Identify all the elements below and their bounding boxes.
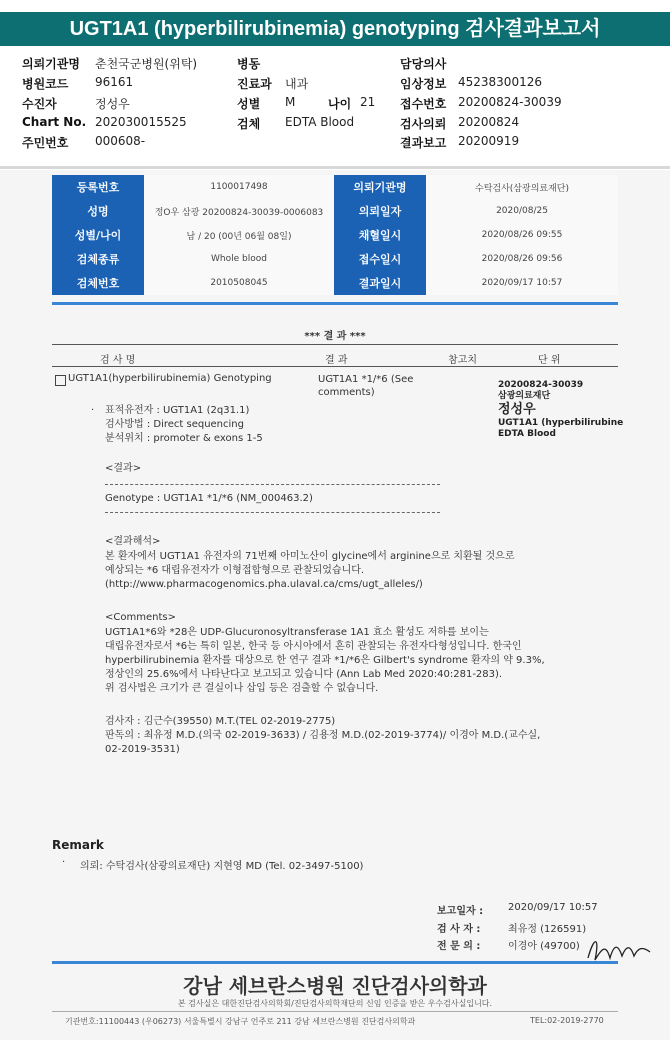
header-label: 임상정보: [400, 77, 447, 91]
header-value: 20200824-30039: [458, 95, 562, 109]
report-info-label: 전 문 의 :: [437, 941, 481, 952]
table-label: 채혈일시: [334, 223, 426, 247]
table-value: 남 / 20 (00년 06월 08일): [144, 223, 334, 247]
text-line: 예상되는 *6 대립유전자가 이형접합형으로 관찰되었습니다.: [105, 565, 365, 576]
registration-table: [52, 175, 618, 295]
table-label: 검체종류: [52, 247, 144, 271]
header-value: 20200824: [458, 115, 520, 129]
checkbox-icon: [55, 375, 66, 386]
table-row: [52, 199, 618, 223]
dashed-rule: [105, 484, 440, 485]
test-name: UGT1A1(hyperbilirubinemia) Genotyping: [68, 373, 272, 384]
signers: [105, 715, 540, 757]
sticker-line: UGT1A1 (hyperbilirubine: [498, 418, 624, 428]
report-info-label: 보고일자 :: [437, 906, 484, 917]
table-value: 1100017498: [144, 175, 334, 199]
footer-tel: TEL:02-2019-2770: [530, 1016, 604, 1025]
header-label: Chart No.: [22, 115, 87, 129]
header-value: EDTA Blood: [285, 115, 355, 129]
column-header-result: 결 과: [325, 355, 348, 366]
text-line: (http://www.pharmacogenomics.pha.ulaval.ca/cms/ugt_alleles/): [105, 579, 423, 590]
table-row: [52, 271, 618, 295]
text-line: 본 환자에서 UGT1A1 유전자의 71번째 아미노산이 glycine에서 arginine으로 치환될 것으로: [105, 551, 515, 562]
remark-text: 의뢰: 수탁검사(삼광의료재단) 지현영 MD (Tel. 02-3497-5100): [80, 861, 364, 872]
blue-divider: [52, 302, 618, 305]
table-value: Whole blood: [144, 247, 334, 271]
header-label: 나이: [328, 97, 352, 111]
header-value: 20200919: [458, 134, 520, 148]
detail-line: 표적유전자 : UGT1A1 (2q31.1): [105, 405, 250, 416]
table-label: 접수일시: [334, 247, 426, 271]
interpretation: [105, 550, 515, 592]
header-value: 21: [360, 95, 376, 109]
signature-icon: [580, 930, 655, 970]
table-value: 2020/08/26 09:55: [426, 223, 618, 247]
remark-bullet-icon: ·: [62, 857, 66, 868]
detail-line: 검사방법 : Direct sequencing: [105, 419, 244, 430]
column-rule: [52, 366, 618, 367]
header-label: 담당의사: [400, 57, 447, 71]
detail-line: 분석위치 : promoter & exons 1-5: [105, 433, 263, 444]
header-label: 결과보고: [400, 136, 447, 150]
text-line: UGT1A1*6와 *28은 UDP-Glucuronosyltransferase 1A1 효소 활성도 저하를 보이는: [105, 627, 489, 638]
bullet-icon: ·: [91, 405, 95, 416]
dashed-rule: [105, 512, 440, 513]
header-value: 정성우: [95, 97, 130, 111]
text-line: 위 검사법은 크기가 큰 결실이나 삽입 등은 검출할 수 없습니다.: [105, 683, 379, 694]
header-label: 의뢰기관명: [22, 57, 80, 71]
header-divider: [0, 166, 670, 169]
results-heading: *** 결 과 ***: [304, 331, 366, 342]
remark-label: Remark: [52, 838, 104, 852]
table-label: 의뢰기관명: [334, 175, 426, 199]
header-label: 검체: [237, 117, 261, 131]
header-label: 수진자: [22, 97, 57, 111]
column-rule: [52, 344, 618, 345]
table-label: 성명: [52, 199, 144, 223]
comments-header: <Comments>: [105, 612, 176, 623]
report-info-value: 최유정 (126591): [508, 924, 587, 935]
result-value: UGT1A1 *1/*6 (See comments): [318, 374, 414, 398]
header-value: 내과: [285, 77, 309, 91]
comments: [105, 626, 545, 696]
header-value: 202030015525: [95, 115, 187, 129]
patient-header: [0, 50, 670, 166]
text-line: 대립유전자로서 *6는 특히 일본, 한국 등 아시아에서 흔히 관찰되는 유전자다형성입니다. 한국인: [105, 641, 522, 652]
text-line: hyperbilirubinemia 환자를 대상으로 한 연구 결과 *1/*6은 Gilbert's syndrome 환자의 약 9.3%,: [105, 655, 545, 666]
table-value: 2010508045: [144, 271, 334, 295]
report-info-value: 2020/09/17 10:57: [508, 902, 598, 913]
table-row: [52, 247, 618, 271]
text-line: 정상인의 25.6%에서 나타난다고 보고되고 있습니다 (Ann Lab Med 2020:40:281-283).: [105, 669, 503, 680]
header-value: 96161: [95, 75, 134, 89]
text-line: 02-2019-3531): [105, 744, 180, 755]
table-label: 등록번호: [52, 175, 144, 199]
header-label: 진료과: [237, 77, 272, 91]
header-label: 성별: [237, 97, 261, 111]
header-value: 춘천국군병원(위탁): [95, 57, 198, 71]
column-header-ref: 참고치: [448, 355, 477, 366]
table-value: 2020/09/17 10:57: [426, 271, 618, 295]
specimen-label: [498, 380, 623, 440]
footer-address: 기관번호:11100443 (우06273) 서울특별시 강남구 언주로 211 강남 세브란스병원 진단검사의학과: [65, 1017, 416, 1026]
report-title: UGT1A1 (hyperbilirubinemia) genotyping 검사결과보고서: [0, 12, 670, 46]
header-label: 주민번호: [22, 136, 69, 150]
result-header: <결과>: [105, 463, 142, 474]
header-label: 검사의뢰: [400, 117, 447, 131]
footer-title: 강남 세브란스병원 진단검사의학과: [183, 974, 487, 998]
table-value: 2020/08/25: [426, 199, 618, 223]
text-line: 검사자 : 김근수(39550) M.T.(TEL 02-2019-2775): [105, 716, 336, 727]
table-value: 수탁검사(삼광의료재단): [426, 175, 618, 199]
report-info-value: 이경아 (49700): [508, 941, 580, 952]
text-line: 판독의 : 최유정 M.D.(의국 02-2019-3633) / 김용정 M.D.(02-2019-3774)/ 이경아 M.D.(교수실,: [105, 730, 541, 741]
interpretation-header: <결과해석>: [105, 536, 161, 547]
table-label: 성별/나이: [52, 223, 144, 247]
report-info-label: 검 사 자 :: [437, 924, 481, 935]
footer-rule: [52, 1011, 618, 1012]
footer-note: 본 검사실은 대한진단검사의학회/진단검사의학재단의 신임 인증을 받은 우수검사실입니다.: [177, 999, 493, 1008]
column-header-unit: 단 위: [538, 355, 561, 366]
footer-divider: [52, 961, 618, 964]
header-value: M: [285, 95, 296, 109]
header-label: 접수번호: [400, 97, 447, 111]
sticker-line: 정성우: [498, 402, 536, 417]
genotype: Genotype : UGT1A1 *1/*6 (NM_000463.2): [105, 493, 313, 504]
sticker-line: EDTA Blood: [498, 429, 556, 439]
table-row: [52, 223, 618, 247]
header-label: 병동: [237, 57, 261, 71]
table-label: 의뢰일자: [334, 199, 426, 223]
header-value: 000608-: [95, 134, 146, 148]
test-details: [91, 404, 263, 446]
column-header-test: 검 사 명: [100, 355, 136, 366]
header-label: 병원코드: [22, 77, 69, 91]
table-label: 결과일시: [334, 271, 426, 295]
table-value: 2020/08/26 09:56: [426, 247, 618, 271]
sticker-line: 20200824-30039: [498, 380, 584, 390]
table-label: 검체번호: [52, 271, 144, 295]
header-value: 45238300126: [458, 75, 542, 89]
table-value: 정O우 삼광 20200824-30039-0006083: [144, 199, 334, 223]
table-row: [52, 175, 618, 199]
sticker-line: 삼광의료재단: [498, 391, 551, 401]
